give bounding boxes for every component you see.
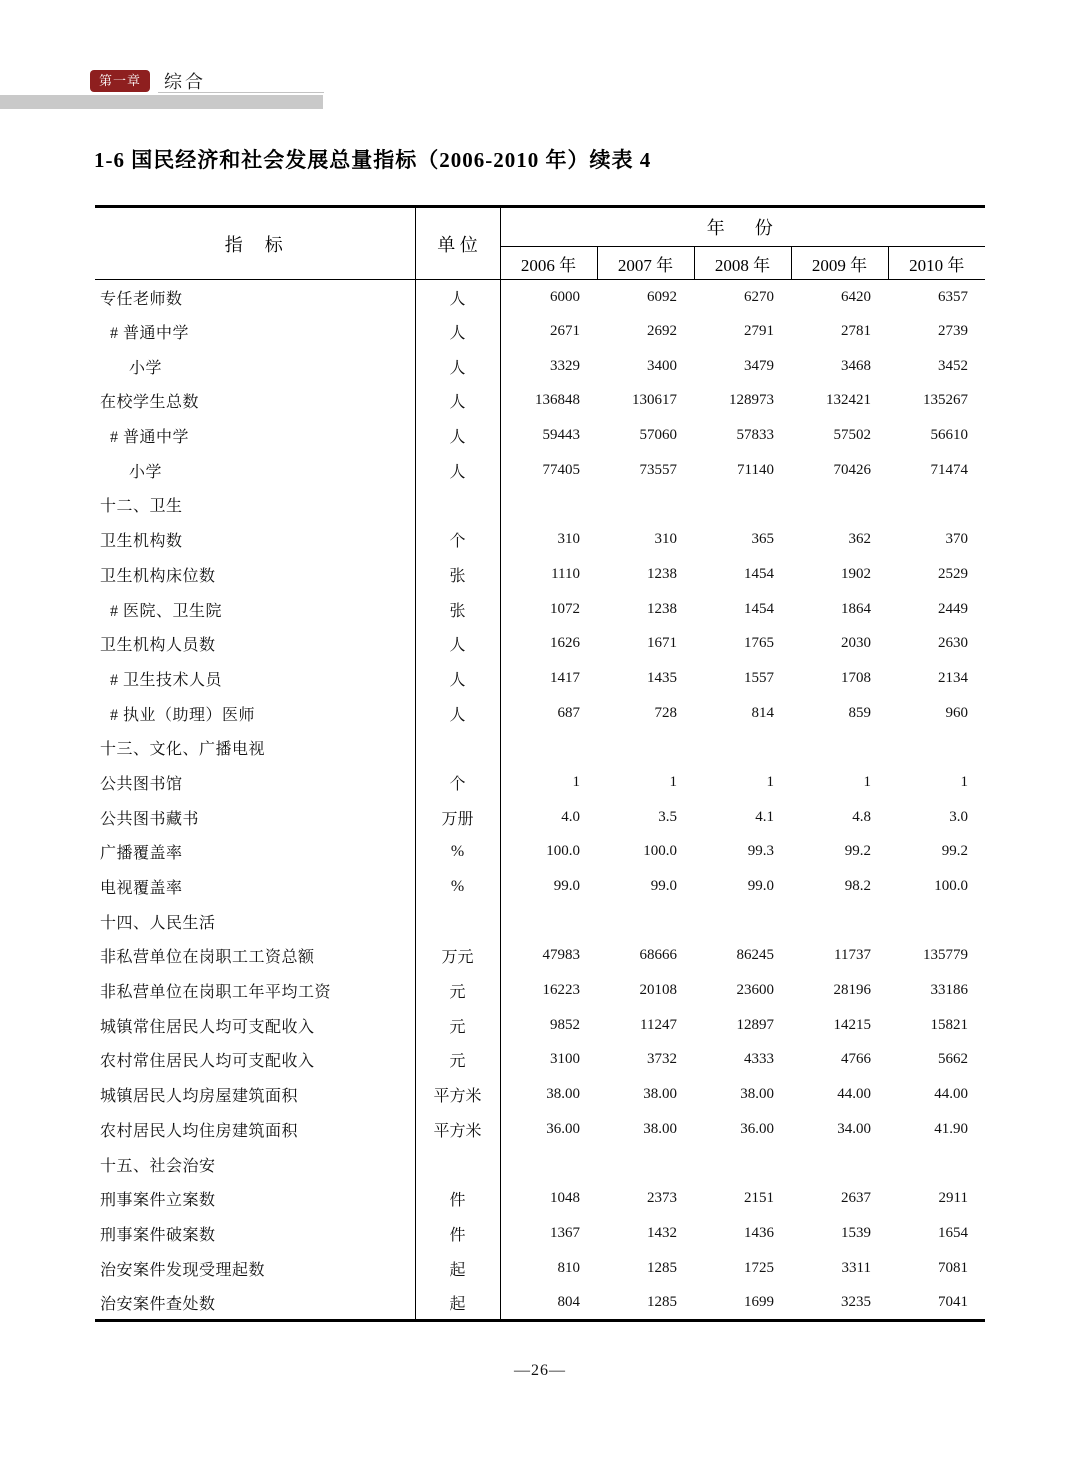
unit-cell: 张 <box>415 557 500 592</box>
table-row <box>95 1216 985 1251</box>
value-cell <box>597 730 694 765</box>
table-row <box>95 453 985 488</box>
value-cell: 4.0 <box>561 808 580 825</box>
unit-cell: 人 <box>415 418 500 453</box>
header-gray-bar <box>0 95 323 109</box>
value-cell: 57060 <box>639 427 677 444</box>
value-cell: 135267 <box>923 392 968 409</box>
value-cell: 1454 <box>744 600 774 617</box>
value-cell: 71140 <box>737 461 774 478</box>
value-cell: 2791 <box>744 323 774 340</box>
col-header-unit: 单 位 <box>415 207 500 280</box>
value-cell: 56610 <box>930 427 968 444</box>
value-cell: 1654 <box>938 1224 968 1241</box>
value-cell: 1708 <box>841 669 871 686</box>
value-cell: 1 <box>863 773 871 790</box>
value-cell: 1436 <box>744 1224 774 1241</box>
section-row <box>95 1147 985 1182</box>
indicator-cell: 广播覆盖率 <box>95 835 415 870</box>
unit-cell: 件 <box>415 1181 500 1216</box>
value-cell: 2449 <box>938 600 968 617</box>
value-cell: 6270 <box>744 288 774 305</box>
unit-cell: 个 <box>415 522 500 557</box>
value-cell: 1626 <box>550 635 580 652</box>
value-cell <box>888 1147 985 1182</box>
value-cell: 6357 <box>938 288 968 305</box>
value-cell <box>694 730 791 765</box>
col-header-indicator: 指 标 <box>95 207 415 280</box>
value-cell: 1417 <box>550 669 580 686</box>
indicator-cell: 专任老师数 <box>95 280 415 315</box>
value-cell <box>791 904 888 939</box>
value-cell: 16223 <box>542 982 580 999</box>
value-cell: 3468 <box>841 357 871 374</box>
value-cell <box>500 904 597 939</box>
value-cell: 4333 <box>744 1051 774 1068</box>
value-cell: 15821 <box>930 1016 968 1033</box>
value-cell: 3100 <box>550 1051 580 1068</box>
value-cell: 20108 <box>639 982 677 999</box>
value-cell: 362 <box>848 531 871 548</box>
value-cell: 38.00 <box>643 1086 677 1103</box>
table-row <box>95 765 985 800</box>
table-row <box>95 1077 985 1112</box>
table-row <box>95 314 985 349</box>
value-cell: 1432 <box>647 1224 677 1241</box>
indicator-cell: 卫生机构人员数 <box>95 626 415 661</box>
table-row <box>95 1181 985 1216</box>
unit-cell: 人 <box>415 626 500 661</box>
value-cell: 57833 <box>736 427 774 444</box>
value-cell: 1671 <box>647 635 677 652</box>
unit-cell <box>415 488 500 523</box>
unit-cell: 起 <box>415 1251 500 1286</box>
indicator-cell: 刑事案件破案数 <box>95 1216 415 1251</box>
indicator-cell: # 医院、卫生院 <box>95 592 415 627</box>
value-cell: 136848 <box>535 392 580 409</box>
value-cell <box>597 1147 694 1182</box>
indicator-cell: # 普通中学 <box>95 314 415 349</box>
value-cell: 859 <box>848 704 871 721</box>
value-cell: 1 <box>669 773 677 790</box>
value-cell: 70426 <box>833 461 871 478</box>
table-row <box>95 418 985 453</box>
unit-cell: 人 <box>415 661 500 696</box>
value-cell: 68666 <box>639 947 677 964</box>
value-cell: 2911 <box>938 1190 968 1207</box>
indicator-cell: # 卫生技术人员 <box>95 661 415 696</box>
table-row <box>95 661 985 696</box>
page-footer <box>95 1362 985 1380</box>
value-cell: 3479 <box>744 357 774 374</box>
value-cell: 1285 <box>647 1259 677 1276</box>
value-cell: 1699 <box>744 1293 774 1310</box>
value-cell: 2781 <box>841 323 871 340</box>
value-cell: 99.0 <box>553 878 580 895</box>
value-cell: 34.00 <box>837 1120 871 1137</box>
value-cell: 6000 <box>550 288 580 305</box>
table-row <box>95 1251 985 1286</box>
value-cell: 1072 <box>550 600 580 617</box>
value-cell: 2692 <box>647 323 677 340</box>
unit-cell: 元 <box>415 1008 500 1043</box>
value-cell: 128973 <box>729 392 774 409</box>
unit-cell: 个 <box>415 765 500 800</box>
year-column-header: 2006 年 <box>500 247 597 280</box>
indicator-cell: 十三、文化、广播电视 <box>95 730 415 765</box>
unit-cell: 人 <box>415 696 500 731</box>
indicator-cell: 刑事案件立案数 <box>95 1181 415 1216</box>
value-cell <box>597 488 694 523</box>
table-row <box>95 557 985 592</box>
value-cell: 57502 <box>833 427 871 444</box>
unit-cell: 万册 <box>415 800 500 835</box>
table-row <box>95 349 985 384</box>
indicator-cell: 小学 <box>95 453 415 488</box>
value-cell <box>694 488 791 523</box>
value-cell: 71474 <box>930 461 968 478</box>
unit-cell: 平方米 <box>415 1077 500 1112</box>
value-cell: 310 <box>654 531 677 548</box>
unit-cell: % <box>415 835 500 870</box>
chapter-badge: 第一章 <box>90 70 150 92</box>
indicator-cell: # 普通中学 <box>95 418 415 453</box>
year-column-header: 2009 年 <box>791 247 888 280</box>
value-cell: 1 <box>960 773 968 790</box>
value-cell <box>888 730 985 765</box>
unit-cell: 人 <box>415 280 500 315</box>
value-cell: 1285 <box>647 1293 677 1310</box>
value-cell <box>694 904 791 939</box>
indicator-cell: 农村居民人均住房建筑面积 <box>95 1112 415 1147</box>
unit-cell: 元 <box>415 1043 500 1078</box>
value-cell: 12897 <box>736 1016 774 1033</box>
value-cell: 2030 <box>841 635 871 652</box>
value-cell: 1725 <box>744 1259 774 1276</box>
value-cell <box>791 1147 888 1182</box>
value-cell: 1238 <box>647 600 677 617</box>
indicator-cell: 卫生机构数 <box>95 522 415 557</box>
value-cell: 1557 <box>744 669 774 686</box>
value-cell: 11247 <box>640 1016 677 1033</box>
value-cell: 1864 <box>841 600 871 617</box>
value-cell: 1454 <box>744 565 774 582</box>
indicator-cell: 公共图书馆 <box>95 765 415 800</box>
value-cell: 99.2 <box>941 843 968 860</box>
value-cell: 86245 <box>736 947 774 964</box>
unit-cell <box>415 904 500 939</box>
indicator-cell: 城镇常住居民人均可支配收入 <box>95 1008 415 1043</box>
value-cell: 11737 <box>834 947 871 964</box>
value-cell: 99.0 <box>747 878 774 895</box>
year-column-header: 2007 年 <box>597 247 694 280</box>
table-body <box>95 280 985 1321</box>
unit-cell: 万元 <box>415 939 500 974</box>
value-cell: 3.0 <box>949 808 968 825</box>
value-cell: 36.00 <box>546 1120 580 1137</box>
indicator-cell: 农村常住居民人均可支配收入 <box>95 1043 415 1078</box>
value-cell: 99.0 <box>650 878 677 895</box>
table-row <box>95 1043 985 1078</box>
value-cell: 687 <box>557 704 580 721</box>
value-cell: 804 <box>557 1293 580 1310</box>
table-row <box>95 696 985 731</box>
value-cell: 2529 <box>938 565 968 582</box>
value-cell: 28196 <box>833 982 871 999</box>
section-row <box>95 730 985 765</box>
indicator-cell: 十二、卫生 <box>95 488 415 523</box>
value-cell: 100.0 <box>643 843 677 860</box>
value-cell: 1539 <box>841 1224 871 1241</box>
indicator-cell: 治安案件发现受理起数 <box>95 1251 415 1286</box>
table-row <box>95 973 985 1008</box>
value-cell: 3732 <box>647 1051 677 1068</box>
value-cell: 33186 <box>930 982 968 999</box>
value-cell: 73557 <box>639 461 677 478</box>
value-cell: 1367 <box>550 1224 580 1241</box>
value-cell: 59443 <box>542 427 580 444</box>
indicator-cell: 十四、人民生活 <box>95 904 415 939</box>
value-cell: 370 <box>945 531 968 548</box>
value-cell: 1435 <box>647 669 677 686</box>
unit-cell: 张 <box>415 592 500 627</box>
indicator-cell: 电视覆盖率 <box>95 869 415 904</box>
value-cell: 47983 <box>542 947 580 964</box>
value-cell: 4.1 <box>755 808 774 825</box>
value-cell: 810 <box>557 1259 580 1276</box>
value-cell: 44.00 <box>934 1086 968 1103</box>
value-cell: 132421 <box>826 392 871 409</box>
table-row <box>95 835 985 870</box>
indicator-cell: 在校学生总数 <box>95 384 415 419</box>
section-row <box>95 904 985 939</box>
value-cell: 3329 <box>550 357 580 374</box>
value-cell: 99.3 <box>747 843 774 860</box>
value-cell: 2739 <box>938 323 968 340</box>
value-cell: 4.8 <box>852 808 871 825</box>
table-row <box>95 800 985 835</box>
value-cell: 3311 <box>841 1259 871 1276</box>
value-cell: 23600 <box>736 982 774 999</box>
value-cell: 2134 <box>938 669 968 686</box>
unit-cell: 人 <box>415 453 500 488</box>
value-cell: 135779 <box>923 947 968 964</box>
value-cell: 77405 <box>542 461 580 478</box>
indicator-cell: 小学 <box>95 349 415 384</box>
value-cell: 1 <box>572 773 580 790</box>
page-number: —26— <box>514 1362 566 1379</box>
unit-cell: 人 <box>415 314 500 349</box>
chapter-header <box>90 68 206 94</box>
value-cell: 728 <box>654 704 677 721</box>
value-cell: 9852 <box>550 1016 580 1033</box>
value-cell: 41.90 <box>934 1120 968 1137</box>
indicator-cell: 非私营单位在岗职工年平均工资 <box>95 973 415 1008</box>
value-cell: 1048 <box>550 1190 580 1207</box>
value-cell: 99.2 <box>844 843 871 860</box>
value-cell: 7081 <box>938 1259 968 1276</box>
table-row <box>95 869 985 904</box>
value-cell: 38.00 <box>740 1086 774 1103</box>
value-cell: 130617 <box>632 392 677 409</box>
value-cell: 98.2 <box>844 878 871 895</box>
value-cell: 1110 <box>551 565 580 582</box>
value-cell: 3452 <box>938 357 968 374</box>
unit-cell: 平方米 <box>415 1112 500 1147</box>
value-cell: 2151 <box>744 1190 774 1207</box>
table-row <box>95 522 985 557</box>
indicator-cell: 十五、社会治安 <box>95 1147 415 1182</box>
value-cell: 1 <box>766 773 774 790</box>
year-column-header: 2010 年 <box>888 247 985 280</box>
section-row <box>95 488 985 523</box>
table-header <box>95 207 985 280</box>
value-cell: 1238 <box>647 565 677 582</box>
unit-cell: 人 <box>415 384 500 419</box>
table-row <box>95 939 985 974</box>
table-row <box>95 1008 985 1043</box>
value-cell: 365 <box>751 531 774 548</box>
unit-cell: 起 <box>415 1285 500 1320</box>
table-row <box>95 592 985 627</box>
value-cell <box>694 1147 791 1182</box>
value-cell: 38.00 <box>643 1120 677 1137</box>
statistics-table <box>95 205 985 1322</box>
value-cell: 5662 <box>938 1051 968 1068</box>
value-cell: 960 <box>945 704 968 721</box>
value-cell: 38.00 <box>546 1086 580 1103</box>
value-cell <box>791 730 888 765</box>
value-cell <box>888 488 985 523</box>
value-cell: 2630 <box>938 635 968 652</box>
value-cell: 814 <box>751 704 774 721</box>
value-cell: 2637 <box>841 1190 871 1207</box>
table-row <box>95 280 985 315</box>
value-cell: 100.0 <box>934 878 968 895</box>
value-cell <box>597 904 694 939</box>
value-cell: 6092 <box>647 288 677 305</box>
table-row <box>95 626 985 661</box>
indicator-cell: 非私营单位在岗职工工资总额 <box>95 939 415 974</box>
unit-cell <box>415 730 500 765</box>
value-cell: 44.00 <box>837 1086 871 1103</box>
value-cell <box>500 1147 597 1182</box>
indicator-cell: 公共图书藏书 <box>95 800 415 835</box>
table-row <box>95 384 985 419</box>
value-cell: 1765 <box>744 635 774 652</box>
value-cell: 100.0 <box>546 843 580 860</box>
indicator-cell: # 执业（助理）医师 <box>95 696 415 731</box>
value-cell: 310 <box>557 531 580 548</box>
value-cell: 3235 <box>841 1293 871 1310</box>
value-cell: 7041 <box>938 1293 968 1310</box>
unit-cell: 件 <box>415 1216 500 1251</box>
value-cell: 14215 <box>833 1016 871 1033</box>
unit-cell: % <box>415 869 500 904</box>
value-cell: 3.5 <box>658 808 677 825</box>
value-cell: 2373 <box>647 1190 677 1207</box>
unit-cell: 人 <box>415 349 500 384</box>
value-cell: 4766 <box>841 1051 871 1068</box>
value-cell <box>888 904 985 939</box>
value-cell: 1902 <box>841 565 871 582</box>
value-cell <box>500 488 597 523</box>
unit-cell: 元 <box>415 973 500 1008</box>
indicator-cell: 城镇居民人均房屋建筑面积 <box>95 1077 415 1112</box>
table-row <box>95 1112 985 1147</box>
col-header-year-group: 年 份 <box>500 207 985 247</box>
year-column-header: 2008 年 <box>694 247 791 280</box>
table-row <box>95 1285 985 1320</box>
table-title: 1-6 国民经济和社会发展总量指标（2006-2010 年）续表 4 <box>94 148 652 172</box>
value-cell <box>500 730 597 765</box>
value-cell: 2671 <box>550 323 580 340</box>
value-cell: 36.00 <box>740 1120 774 1137</box>
chapter-title: 综合 <box>164 72 207 92</box>
value-cell: 6420 <box>841 288 871 305</box>
indicator-cell: 治安案件查处数 <box>95 1285 415 1320</box>
unit-cell <box>415 1147 500 1182</box>
value-cell <box>791 488 888 523</box>
indicator-cell: 卫生机构床位数 <box>95 557 415 592</box>
value-cell: 3400 <box>647 357 677 374</box>
